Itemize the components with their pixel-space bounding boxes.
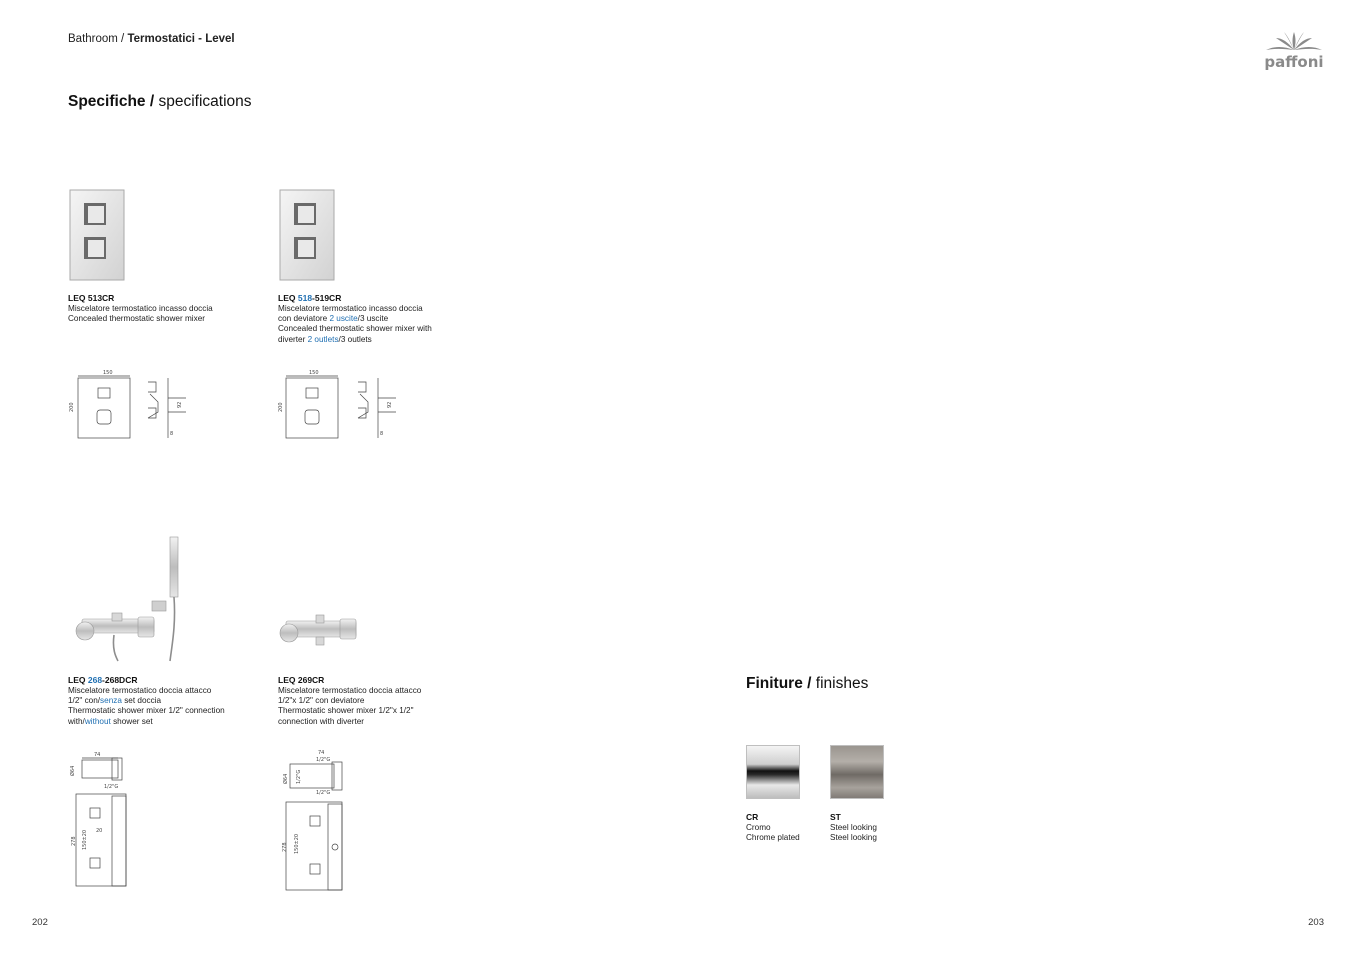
finish-swatch-cr[interactable] [746,745,800,799]
specs-heading-light: specifications [158,93,252,110]
product-desc-en: Concealed thermostatic shower mixer [68,314,205,324]
technical-drawing-leq-513cr [68,368,198,443]
product-photo-leq-269cr [278,605,362,655]
svg-text:150±20: 150±20 [294,833,300,854]
specs-heading [68,93,252,111]
svg-text:1/2"G: 1/2"G [296,769,302,784]
technical-drawing-leq-268-268dcr [68,748,138,890]
svg-text:1/2"G: 1/2"G [104,784,119,790]
finish-info-st [830,812,910,843]
breadcrumb-section[interactable]: Bathroom / [68,33,125,45]
product-desc-it: Miscelatore termostatico doccia attacco 1/2" con/senza set doccia [68,686,212,706]
svg-text:278: 278 [71,836,77,846]
svg-text:200: 200 [69,402,75,412]
technical-drawing-leq-269cr [278,748,350,894]
svg-text:20: 20 [96,828,103,834]
finish-code: ST [830,812,841,822]
svg-text:92: 92 [177,401,183,408]
finish-name-it: Cromo [746,823,771,832]
page-number-left: 202 [32,917,48,928]
fountain-logo-icon [1262,30,1326,72]
svg-text:8: 8 [170,431,174,437]
product-code: LEQ 518-519CR [278,293,342,303]
product-photo-leq-513cr [69,189,125,281]
finish-name-en: Steel looking [830,833,877,843]
svg-text:Ø64: Ø64 [283,773,289,784]
product-desc-en: Thermostatic shower mixer 1/2" connection with/without shower set [68,706,225,726]
product-desc-it: Miscelatore termostatico incasso doccia con deviatore 2 uscite/3 uscite [278,304,423,324]
svg-text:1/2"G: 1/2"G [316,757,331,763]
product-desc-en: Thermostatic shower mixer 1/2"x 1/2" connection with diverter [278,706,414,726]
product-desc-it: Miscelatore termostatico doccia attacco 1/2"x 1/2" con deviatore [278,686,422,706]
svg-text:Ø64: Ø64 [70,765,76,776]
svg-text:74: 74 [94,752,101,758]
page-number-right: 203 [1308,917,1324,928]
finish-name-en: Chrome plated [746,833,800,843]
product-info-leq-269cr [278,675,478,727]
finish-name-it: Steel looking [830,823,877,832]
finishes-heading [746,675,868,693]
breadcrumb-current: Termostatici - Level [127,33,235,45]
technical-drawing-leq-518-519cr [278,368,408,443]
product-desc-en: Concealed thermostatic shower mixer with diverter 2 outlets/3 outlets [278,324,432,344]
svg-text:150: 150 [309,370,319,376]
finishes-heading-light: finishes [815,675,869,692]
brand-wordmark: paffoni [1264,53,1324,71]
finish-code: CR [746,812,759,822]
product-photo-leq-268-268dcr [72,535,184,663]
product-code: LEQ 268-268DCR [68,675,138,685]
product-code: LEQ 513CR [68,293,115,303]
svg-text:278: 278 [282,842,288,852]
product-desc-it: Miscelatore termostatico incasso doccia [68,304,213,313]
product-info-leq-513cr [68,293,258,324]
svg-text:8: 8 [380,431,384,437]
product-info-leq-518-519cr [278,293,468,345]
svg-text:74: 74 [318,750,325,756]
finishes-heading-bold: Finiture / [746,675,812,692]
product-info-leq-268-268dcr [68,675,268,727]
finish-info-cr [746,812,826,843]
svg-text:1/2"G: 1/2"G [316,790,331,796]
product-photo-leq-518-519cr [279,189,335,281]
finish-swatch-st[interactable] [830,745,884,799]
breadcrumb [68,33,235,45]
specs-heading-bold: Specifiche / [68,93,155,110]
svg-text:92: 92 [387,401,393,408]
svg-text:200: 200 [278,402,284,412]
product-code: LEQ 269CR [278,675,325,685]
svg-text:150: 150 [103,370,113,376]
paffoni-logo [1262,30,1326,72]
svg-text:150±20: 150±20 [82,829,88,850]
